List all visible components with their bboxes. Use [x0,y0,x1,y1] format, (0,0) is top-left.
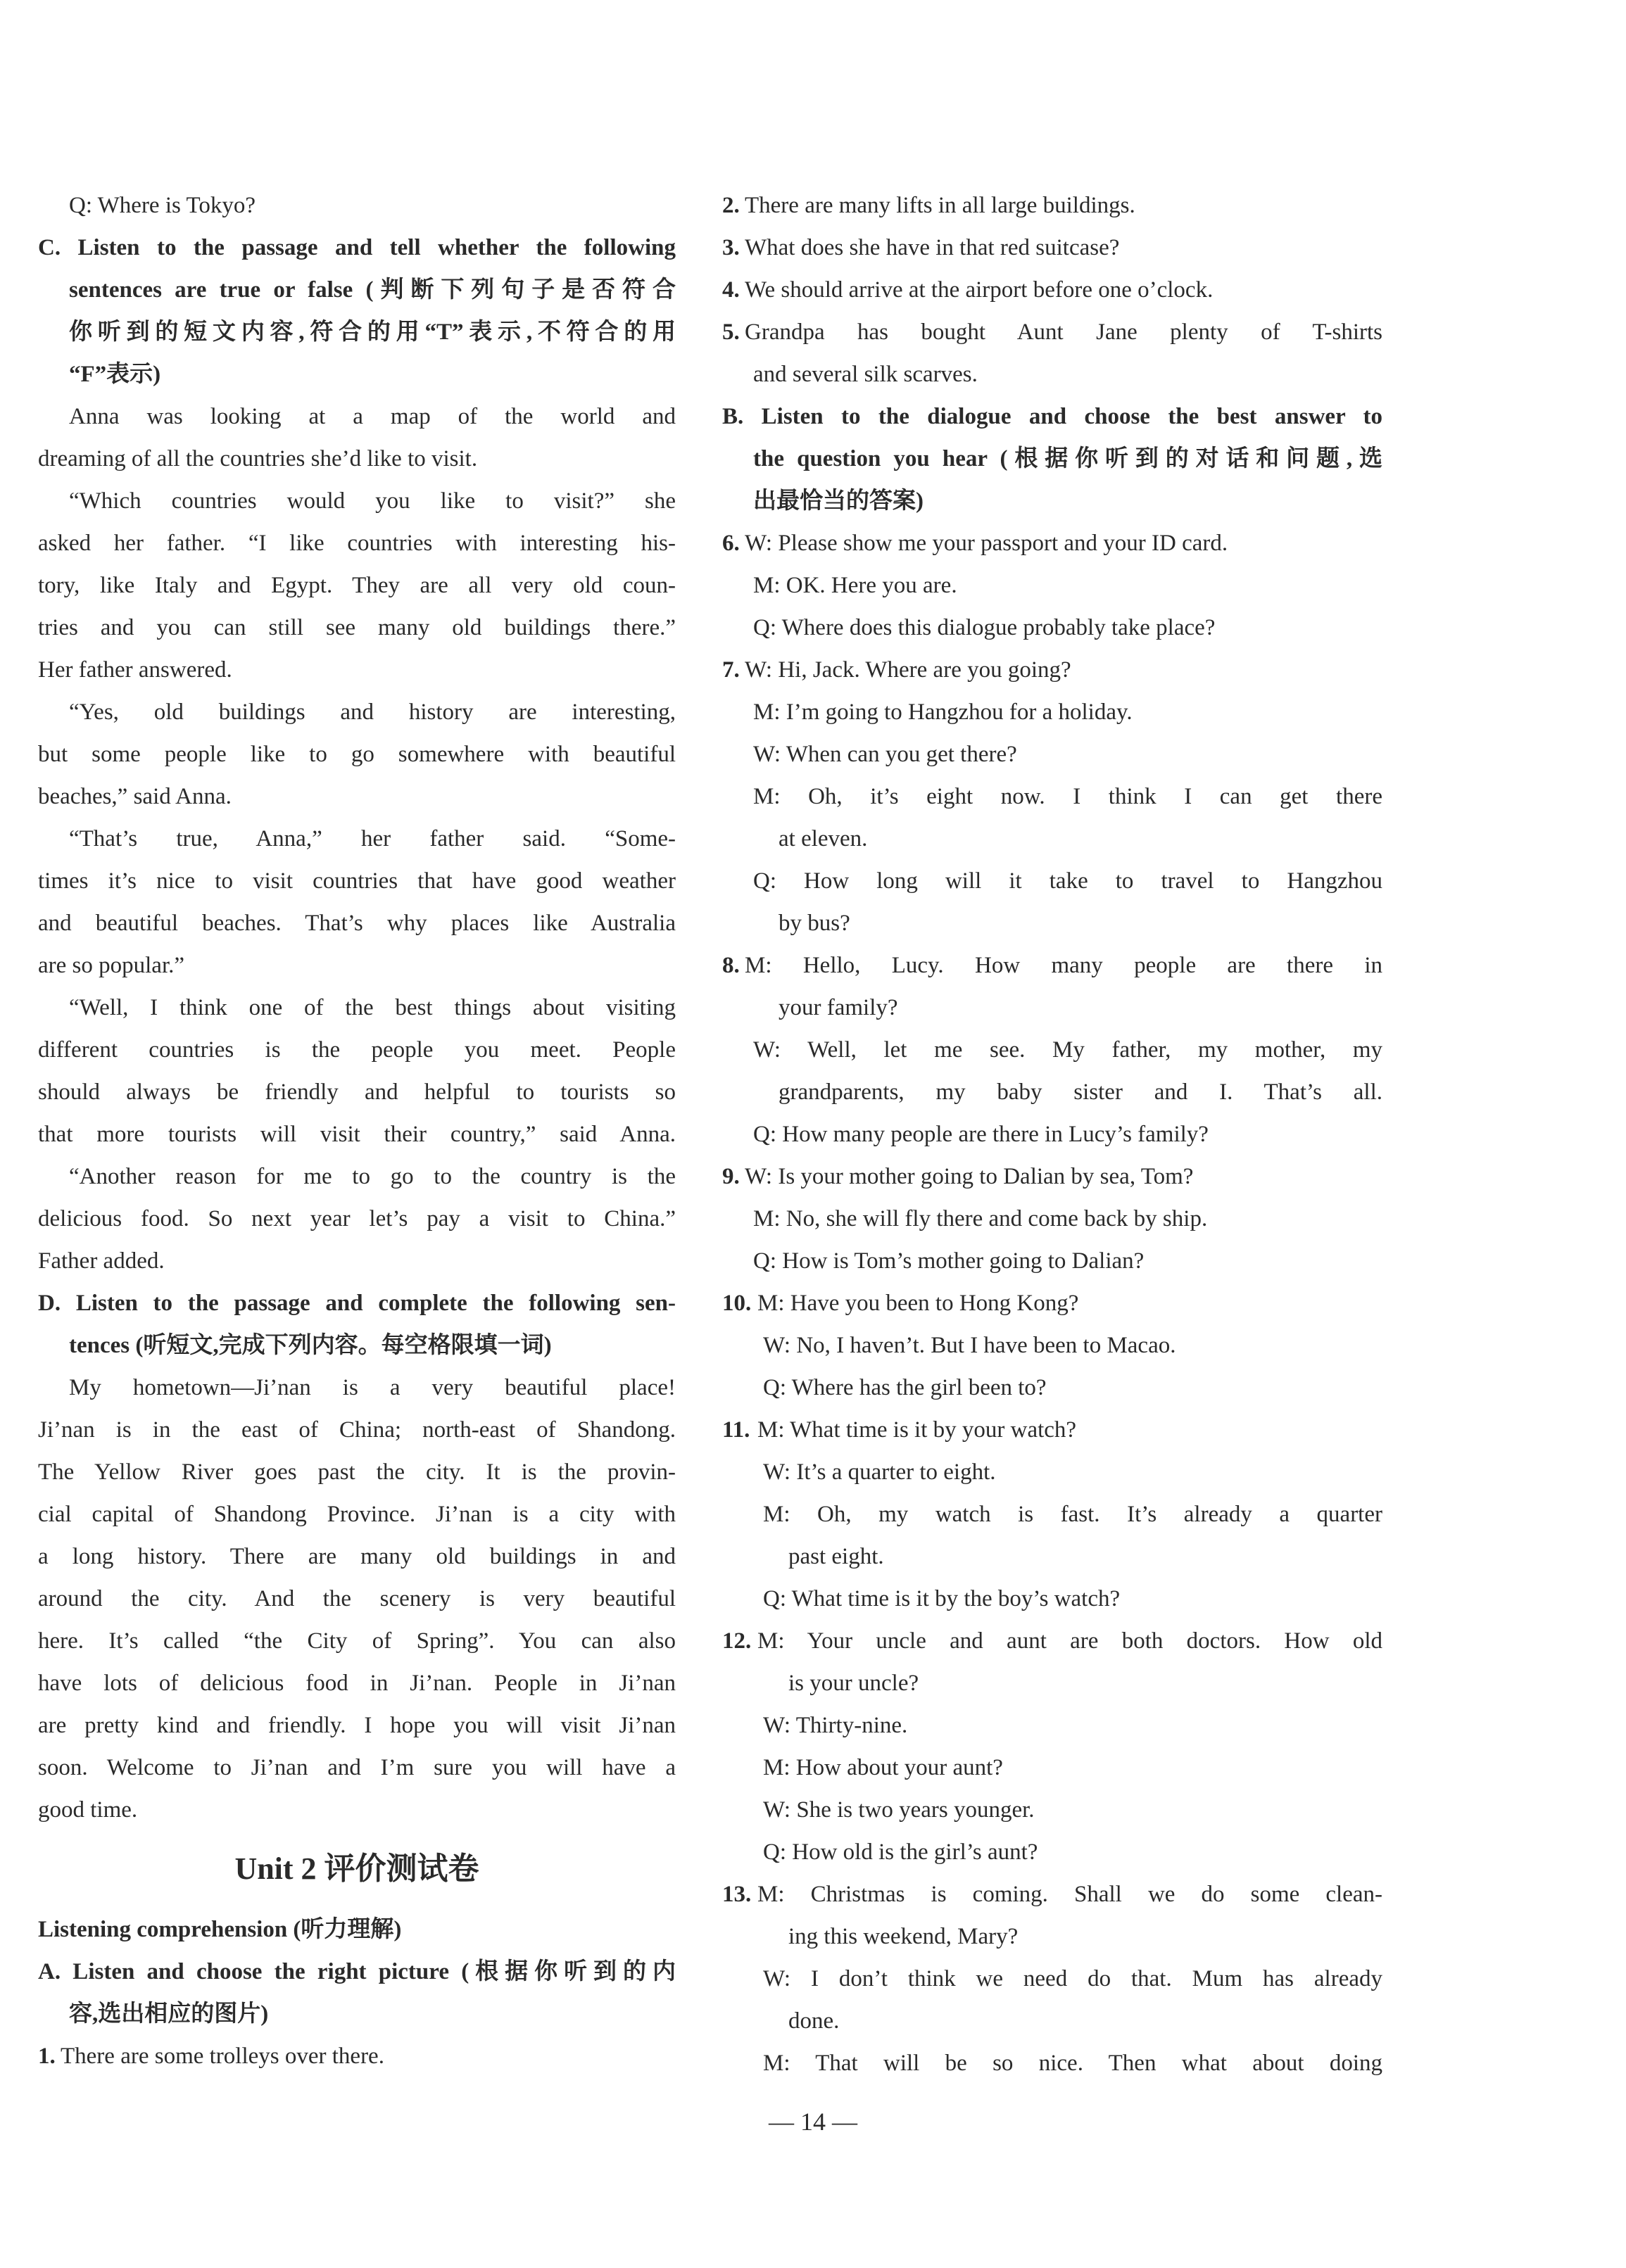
text-line: are so popular.” [38,953,185,978]
text-line [722,1620,1382,1662]
question-number: 2. [722,193,740,218]
text-line [722,311,1382,353]
text-line: tences (听短文,完成下列内容。每空格限填一词) [69,1333,552,1358]
question-number: 8. [722,953,740,978]
line-text: Grandpa has bought Aunt Jane plenty of T-shirts [745,319,1382,345]
text-line [722,649,1382,691]
text-line: soon. Welcome to Ji’nan and I’m sure you will have a [38,1755,676,1780]
question-number: 4. [722,277,740,303]
text-line: grandparents, my baby sister and I. That’s all. [779,1079,1382,1105]
text-line: The Yellow River goes past the city. It is the provin- [38,1459,676,1485]
text-line: W: I don’t think we need do that. Mum has already [763,1966,1382,1991]
text-line: Q: How long will it take to travel to Hangzhou [753,868,1382,894]
text-line [722,1155,1382,1198]
question-number: 3. [722,235,740,260]
question-number: 9. [722,1164,740,1189]
text-line: W: She is two years younger. [763,1797,1035,1823]
text-line: W: It’s a quarter to eight. [763,1459,996,1485]
text-line: 你听到的短文内容,符合的用“T”表示,不符合的用 [69,319,676,345]
line-text: M: Christmas is coming. Shall we do some clean- [757,1882,1382,1907]
text-line [722,944,1382,987]
question-number: 13. [722,1882,752,1907]
text-line: A. Listen and choose the right picture (根据你听到的内 [38,1959,676,1984]
text-line [722,1409,1382,1451]
text-line: Q: Where has the girl been to? [763,1375,1047,1400]
text-line: “F”表示) [69,362,161,387]
text-line [722,522,1382,564]
question-number: 1. [38,2044,56,2069]
text-line: cial capital of Shandong Province. Ji’nan is a city with [38,1502,676,1527]
text-line: different countries is the people you meet. People [38,1037,676,1063]
text-line: M: How about your aunt? [763,1755,1003,1780]
text-line: B. Listen to the dialogue and choose the best answer to [722,404,1382,429]
text-line: Q: What time is it by the boy’s watch? [763,1586,1121,1611]
text-line: tries and you can still see many old buildings there.” [38,615,676,640]
line-text: What does she have in that red suitcase? [745,235,1120,260]
line-text: M: Your uncle and aunt are both doctors. How old [757,1628,1382,1654]
text-line: have lots of delicious food in Ji’nan. People in Ji’nan [38,1671,676,1696]
question-number: 6. [722,531,740,556]
line-text: W: Is your mother going to Dalian by sea, Tom? [745,1164,1194,1189]
text-line: tory, like Italy and Egypt. They are all very old coun- [38,573,676,598]
text-line: and several silk scarves. [753,362,978,387]
page-number: — 14 — [769,2108,857,2136]
text-line [722,1282,1382,1324]
text-line: here. It’s called “the City of Spring”. You can also [38,1628,676,1654]
text-line [38,2035,676,2077]
text-line: good time. [38,1797,138,1823]
text-line: and beautiful beaches. That’s why places like Australia [38,911,676,936]
text-line [722,184,1382,227]
text-line: asked her father. “I like countries with interesting his- [38,531,676,556]
text-line: W: When can you get there? [753,742,1017,767]
line-text: M: What time is it by your watch? [757,1417,1077,1443]
text-line: W: No, I haven’t. But I have been to Macao. [763,1333,1176,1358]
line-text: W: Hi, Jack. Where are you going? [745,657,1071,683]
text-line: Q: How many people are there in Lucy’s family? [753,1122,1209,1147]
text-line [722,1873,1382,1915]
text-line: is your uncle? [788,1671,919,1696]
text-line: W: Thirty-nine. [763,1713,908,1738]
right-column [722,184,1382,2084]
text-line: “Another reason for me to go to the country is the [69,1164,676,1189]
text-line: M: That will be so nice. Then what about doing [763,2051,1382,2076]
text-line: Q: Where does this dialogue probably take place? [753,615,1216,640]
text-line: Q: Where is Tokyo? [69,193,256,218]
text-line: D. Listen to the passage and complete the following sen- [38,1291,676,1316]
line-text: W: Please show me your passport and your ID card. [745,531,1228,556]
text-line: W: Well, let me see. My father, my mother, my [753,1037,1382,1063]
text-line: Q: How is Tom’s mother going to Dalian? [753,1248,1145,1274]
text-line: M: Oh, my watch is fast. It’s already a quarter [763,1502,1382,1527]
question-number: 5. [722,319,740,345]
text-line: past eight. [788,1544,884,1569]
text-line: “Well, I think one of the best things about visiting [69,995,676,1020]
text-line [722,227,1382,269]
text-line: C. Listen to the passage and tell whether the following [38,235,676,260]
text-line: at eleven. [779,826,868,851]
text-line: the question you hear (根据你听到的对话和问题,选 [753,446,1382,471]
question-number: 12. [722,1628,752,1654]
text-line: ing this weekend, Mary? [788,1924,1019,1949]
text-line: that more tourists will visit their country,” said Anna. [38,1122,676,1147]
unit-title: Unit 2 评价测试卷 [234,1851,479,1886]
text-line: around the city. And the scenery is very beautiful [38,1586,676,1611]
text-line: Father added. [38,1248,165,1274]
text-line: M: Oh, it’s eight now. I think I can get there [753,784,1382,809]
line-text: We should arrive at the airport before one o’clock. [745,277,1214,303]
text-line: Listening comprehension (听力理解) [38,1917,402,1942]
text-line: M: No, she will fly there and come back by ship. [753,1206,1208,1231]
question-number: 10. [722,1291,752,1316]
text-line: a long history. There are many old buildings in and [38,1544,676,1569]
text-line: by bus? [779,911,850,936]
line-text: M: Hello, Lucy. How many people are there in [745,953,1382,978]
line-text: There are many lifts in all large buildings. [745,193,1135,218]
text-line: beaches,” said Anna. [38,784,232,809]
text-line: My hometown—Ji’nan is a very beautiful place! [69,1375,676,1400]
text-line: Her father answered. [38,657,232,683]
text-line: 出最恰当的答案) [753,488,924,514]
text-line: “That’s true, Anna,” her father said. “Some- [69,826,676,851]
question-number: 7. [722,657,740,683]
text-line: Anna was looking at a map of the world and [69,404,676,429]
text-line: sentences are true or false (判断下列句子是否符合 [69,277,676,303]
question-number: 11. [722,1417,750,1443]
text-line: times it’s nice to visit countries that have good weather [38,868,676,894]
text-line: delicious food. So next year let’s pay a visit to China.” [38,1206,676,1231]
text-line: Q: How old is the girl’s aunt? [763,1839,1038,1865]
text-line: done. [788,2008,840,2034]
text-line [722,269,1382,311]
text-line: 容,选出相应的图片) [69,2001,269,2027]
text-line: M: I’m going to Hangzhou for a holiday. [753,699,1133,725]
left-column [38,184,676,2077]
text-line: but some people like to go somewhere with beautiful [38,742,676,767]
text-line: your family? [779,995,898,1020]
text-line: should always be friendly and helpful to tourists so [38,1079,676,1105]
line-text: There are some trolleys over there. [61,2044,384,2069]
text-line: M: OK. Here you are. [753,573,957,598]
text-line: “Yes, old buildings and history are interesting, [69,699,676,725]
text-line: dreaming of all the countries she’d like to visit. [38,446,478,471]
line-text: M: Have you been to Hong Kong? [757,1291,1079,1316]
text-line: Ji’nan is in the east of China; north-east of Shandong. [38,1417,676,1443]
text-line: “Which countries would you like to visit?” she [69,488,676,514]
text-line: are pretty kind and friendly. I hope you will visit Ji’nan [38,1713,676,1738]
